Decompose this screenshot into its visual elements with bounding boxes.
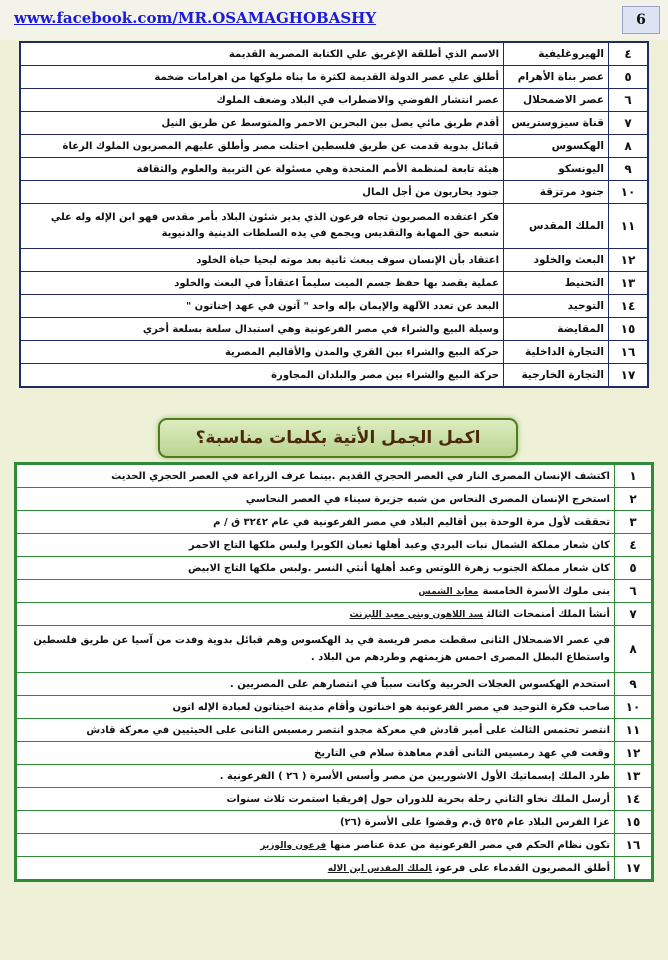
row-number: ٦ (609, 89, 649, 112)
row-number: ١١ (609, 204, 649, 249)
row-number: ٥ (609, 66, 649, 89)
row-number: ١٠ (609, 181, 649, 204)
sentence-cell (16, 811, 615, 834)
answer-text: الملك المقدس ابن الاله (327, 863, 432, 874)
fill-row (16, 534, 653, 557)
fill-row (16, 580, 653, 603)
term-cell: الهكسوس (504, 135, 609, 158)
definition-cell: الاسم الذي أطلقة الإغريق علي الكتابة المصرية القديمة (20, 42, 504, 66)
row-number: ١٦ (615, 834, 653, 857)
sentence-cell (16, 673, 615, 696)
sentence-text: أرسل الملك نخاو الثاني رحلة بحرية للدوران حول إفريقيا استمرت ثلاث سنوات (226, 793, 610, 805)
definition-row (20, 295, 648, 318)
term-cell: التجارة الخارجية (504, 364, 609, 388)
row-number: ١٢ (615, 742, 653, 765)
term-cell: البعث والخلود (504, 249, 609, 272)
definition-cell: حركة البيع والشراء بين القري والمدن والأقاليم المصرية (20, 341, 504, 364)
definition-cell: فكر اعتقده المصريون تجاه فرعون الذي يدير شئون البلاد بأمر مقدس فهو ابن الإله وله علي شعبه حق المهابة والتقديس ويجمع في يده السلطات الدينية والدنيوية (20, 204, 504, 249)
sentence-cell (16, 626, 615, 673)
answer-text: سد اللاهون وبني معبد اللبرنث (349, 609, 483, 620)
definition-row (20, 364, 648, 388)
sentence-text: اكتشف الإنسان المصرى النار في العصر الحجري القديم .بينما عرف الزراعة في العصر الحجري الحديث (111, 470, 610, 482)
row-number: ١٣ (609, 272, 649, 295)
section-title: اكمل الجمل الأتية بكلمات مناسبة؟ (195, 428, 481, 448)
definition-row (20, 272, 648, 295)
term-cell: اليونسكو (504, 158, 609, 181)
sentence-cell (16, 464, 615, 488)
definition-cell: هيئة تابعة لمنظمة الأمم المتحدة وهي مسئولة عن التربية والعلوم والثقافة (20, 158, 504, 181)
definition-cell: اعتقاد بأن الإنسان سوف يبعث ثانية بعد موته ليحيا حياة الخلود (20, 249, 504, 272)
fill-row (16, 626, 653, 673)
facebook-link[interactable]: www.facebook.com/MR.OSAMAGHOBASHY (14, 9, 377, 27)
term-cell: عصر الاضمحلال (504, 89, 609, 112)
definition-row (20, 66, 648, 89)
row-number: ١١ (615, 719, 653, 742)
fill-row (16, 673, 653, 696)
sentence-text: في عصر الاضمحلال الثانى سقطت مصر فريسة في يد الهكسوس وهم قبائل بدوية وفدت من آسيا عن طريق فلسطين واستطاع البطل المصرى احمس هزيمتهم وطردهم من البلاد . (33, 634, 610, 663)
definition-row (20, 89, 648, 112)
sentence-text: بنى ملوك الأسرة الخامسة (482, 585, 610, 597)
term-cell: المقايضة (504, 318, 609, 341)
sentence-text: انتصر تحتمس الثالث على أمير قادش في معركة مجدو انتصر رمسيس الثانى على الحيثيين في معركة قادش (86, 724, 610, 736)
sentence-cell (16, 742, 615, 765)
row-number: ١٠ (615, 696, 653, 719)
term-cell: الملك المقدس (504, 204, 609, 249)
sentence-text: كان شعار مملكة الشمال نبات البردي وعبد أهلها ثعبان الكوبرا ولبس ملكها التاج الاحمر (188, 539, 610, 551)
sentence-text: أطلق المصريون القدماء على فرعون (435, 862, 610, 874)
fill-row (16, 488, 653, 511)
row-number: ٢ (615, 488, 653, 511)
fill-row (16, 696, 653, 719)
fill-row (16, 464, 653, 488)
sentence-cell (16, 488, 615, 511)
sentence-text: تحققت لأول مرة الوحدة بين أقاليم البلاد في مصر الفرعونية في عام ٣٢٤٢ ق / م (213, 516, 610, 528)
fill-row (16, 557, 653, 580)
row-number: ١٧ (615, 857, 653, 881)
sentence-cell (16, 603, 615, 626)
row-number: ٥ (615, 557, 653, 580)
definition-cell: أقدم طريق مائي يصل بين البحرين الاحمر والمتوسط عن طريق النيل (20, 112, 504, 135)
sentence-text: أنشأ الملك أمنمحات الثالث (486, 608, 610, 620)
row-number: ٩ (615, 673, 653, 696)
page-number: 6 (622, 6, 660, 34)
sentence-text: استخرج الإنسان المصرى النحاس من شبه جزيرة سيناء في العصر النحاسي (245, 493, 610, 505)
sentence-cell (16, 511, 615, 534)
fill-row (16, 511, 653, 534)
definition-row (20, 158, 648, 181)
definition-cell: وسيلة البيع والشراء في مصر الفرعونية وهي استبدال سلعة بسلعة أخري (20, 318, 504, 341)
sentence-cell (16, 580, 615, 603)
row-number: ٧ (615, 603, 653, 626)
row-number: ٧ (609, 112, 649, 135)
definition-row (20, 42, 648, 66)
sentence-text: صاحب فكرة التوحيد في مصر الفرعونية هو اخناتون وأقام مدينة اخيتاتون لعبادة الإله اتون (172, 701, 610, 713)
fill-row (16, 811, 653, 834)
definition-cell: حركة البيع والشراء بين مصر والبلدان المجاورة (20, 364, 504, 388)
header-bar (0, 0, 668, 40)
row-number: ٨ (609, 135, 649, 158)
sentence-text: كان شعار مملكة الجنوب زهرة اللوتس وعبد أهلها أنثي النسر .ولبس ملكها التاج الابيض (187, 562, 610, 574)
fill-row (16, 742, 653, 765)
row-number: ١٥ (609, 318, 649, 341)
fill-row (16, 788, 653, 811)
sentence-cell (16, 765, 615, 788)
term-cell: التوحيد (504, 295, 609, 318)
row-number: ٤ (615, 534, 653, 557)
answer-text: فرعون والوزير (260, 840, 327, 851)
fill-row (16, 603, 653, 626)
sentence-cell (16, 788, 615, 811)
definition-cell: قبائل بدوية قدمت عن طريق فلسطين احتلت مصر وأطلق عليهم المصريون الملوك الرعاة (20, 135, 504, 158)
section-banner (158, 418, 518, 458)
sentence-cell (16, 834, 615, 857)
term-cell: قناة سيزوستريس (504, 112, 609, 135)
definition-cell: جنود يحاربون من أجل المال (20, 181, 504, 204)
sentence-cell (16, 696, 615, 719)
fill-row (16, 857, 653, 881)
answer-text: معابد الشمس (418, 586, 479, 597)
sentence-cell (16, 557, 615, 580)
row-number: ١٧ (609, 364, 649, 388)
row-number: ٤ (609, 42, 649, 66)
term-cell: جنود مرتزقة (504, 181, 609, 204)
row-number: ١٥ (615, 811, 653, 834)
definition-row (20, 135, 648, 158)
definition-row (20, 249, 648, 272)
term-cell: عصر بناة الأهرام (504, 66, 609, 89)
row-number: ٦ (615, 580, 653, 603)
sentence-cell (16, 857, 615, 881)
sentence-text: استخدم الهكسوس العجلات الحربية وكانت سبباً في انتصارهم على المصريين . (229, 678, 610, 690)
definition-row (20, 204, 648, 249)
row-number: ٣ (615, 511, 653, 534)
definition-row (20, 181, 648, 204)
row-number: ١ (615, 464, 653, 488)
definition-cell: البعد عن تعدد الآلهة والإيمان بإله واحد " آتون في عهد إخناتون " (20, 295, 504, 318)
row-number: ١٤ (615, 788, 653, 811)
sentence-text: وقعت في عهد رمسيس الثانى أقدم معاهدة سلام في التاريخ (314, 747, 610, 759)
definition-cell: عصر انتشار الفوضي والاضطراب في البلاد وضعف الملوك (20, 89, 504, 112)
fill-row (16, 834, 653, 857)
definition-row (20, 341, 648, 364)
definition-row (20, 318, 648, 341)
row-number: ١٢ (609, 249, 649, 272)
sentence-cell (16, 719, 615, 742)
definition-cell: أطلق علي عصر الدولة القديمة لكثرة ما بناه ملوكها من اهرامات ضخمة (20, 66, 504, 89)
fill-row (16, 719, 653, 742)
row-number: ٨ (615, 626, 653, 673)
row-number: ١٦ (609, 341, 649, 364)
sentence-text: تكون نظام الحكم في مصر الفرعونية من عدة عناصر منها (330, 839, 610, 851)
fill-row (16, 765, 653, 788)
definition-row (20, 112, 648, 135)
sentence-text: غزا الفرس البلاد عام ٥٢٥ ق.م وقضوا على الأسرة (٢٦) (339, 816, 610, 828)
definitions-table (19, 41, 649, 388)
term-cell: التحنيط (504, 272, 609, 295)
row-number: ١٣ (615, 765, 653, 788)
sentence-text: طرد الملك إبسماتيك الأول الاشوريين من مصر وأسس الأسرة ( ٢٦ ) الفرعونية . (219, 770, 610, 782)
definition-cell: عملية يقصد بها حفظ جسم الميت سليماً اعتقاداً في البعث والخلود (20, 272, 504, 295)
sentence-cell (16, 534, 615, 557)
row-number: ٩ (609, 158, 649, 181)
term-cell: الهيروغليفية (504, 42, 609, 66)
row-number: ١٤ (609, 295, 649, 318)
fill-blanks-table (14, 462, 654, 882)
term-cell: التجارة الداخلية (504, 341, 609, 364)
